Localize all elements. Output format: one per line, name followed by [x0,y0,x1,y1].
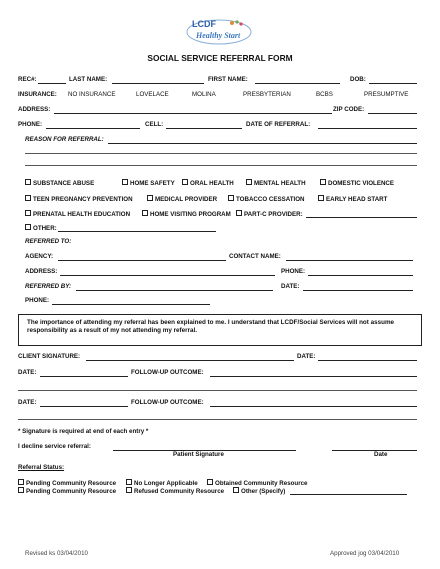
status-other[interactable] [233,487,285,496]
checkbox-mental-health[interactable] [246,179,306,188]
cell-field[interactable] [166,128,242,129]
status-other-field[interactable] [290,494,407,495]
form-title: SOCIAL SERVICE REFERRAL FORM [147,53,293,63]
checkbox-label: TEEN PREGNANCY PREVENTION [33,196,133,203]
notice-text: The importance of attending my referral has been explained to me. I understand that LCDF/Social Services will not assume responsibility as a result of my not attending my referral. [27,319,395,334]
checkbox-icon[interactable] [182,179,188,185]
checkbox-other[interactable] [25,224,57,233]
phone-label: PHONE: [18,121,43,128]
address2-label: ADDRESS: [25,268,58,275]
lcdf-healthy-start-logo [186,14,252,46]
cell-label: CELL: [145,121,164,128]
contact-name-field[interactable] [286,260,413,261]
decline-label: I decline service referral: [18,443,91,450]
checkbox-icon[interactable] [228,195,234,201]
status-pending-2[interactable] [18,487,116,496]
checkbox-label: DOMESTIC VIOLENCE [328,180,395,187]
client-signature-field[interactable] [86,360,294,361]
followup2-date-label: DATE: [18,399,37,406]
notice-box [18,314,422,346]
phone2-field[interactable] [308,275,413,276]
checkbox-part-c-provider[interactable] [236,210,303,219]
agency-label: AGENCY: [25,253,54,260]
checkbox-label: TOBACCO CESSATION [236,196,305,203]
part-c-provider-field[interactable] [306,217,417,218]
checkbox-prenatal-education[interactable] [25,210,130,219]
dob-field[interactable] [369,83,417,84]
checkbox-icon[interactable] [18,479,24,485]
date-caption: Date [374,451,388,458]
followup2-outcome-field[interactable] [210,406,417,407]
rec-label: REC#: [18,76,37,83]
insurance-option[interactable]: NO INSURANCE [68,91,116,98]
insurance-option[interactable]: MOLINA [192,91,216,98]
contact-name-label: CONTACT NAME: [229,253,281,260]
checkbox-icon[interactable] [318,195,324,201]
status-label: Other (Specify) [241,488,286,495]
date-label: DATE: [281,283,300,290]
signature-required-note: * Signature is required at end of each entry * [18,428,149,435]
reason-line[interactable] [25,165,417,166]
checkbox-icon[interactable] [246,179,252,185]
checkbox-label: PRENATAL HEALTH EDUCATION [33,211,131,218]
phone3-label: PHONE: [25,297,50,304]
checkbox-icon[interactable] [147,195,153,201]
agency-field[interactable] [58,260,226,261]
status-label: No Longer Applicable [134,480,198,487]
followup2-line[interactable] [18,419,417,420]
last-name-label: LAST NAME: [69,76,108,83]
checkbox-early-head-start[interactable] [318,195,387,204]
checkbox-label: HOME SAFETY [130,180,175,187]
checkbox-tobacco-cessation[interactable] [228,195,305,204]
client-date-label: DATE: [297,353,316,360]
logo-text-bottom: Healthy Start [196,31,241,40]
followup1-date-label: DATE: [18,369,37,376]
insurance-option[interactable]: PRESBYTERIAN [243,91,291,98]
client-date-field[interactable] [318,360,417,361]
checkbox-label: MEDICAL PROVIDER [155,196,218,203]
followup1-outcome-label: FOLLOW-UP OUTCOME: [131,369,204,376]
checkbox-icon[interactable] [122,179,128,185]
checkbox-label: HOME VISITING PROGRAM [150,211,231,218]
status-label: Pending Community Resource [26,480,117,487]
first-name-label: FIRST NAME: [208,76,248,83]
checkbox-icon[interactable] [126,479,132,485]
followup2-date-field[interactable] [40,406,128,407]
footer-revised: Revised ks 03/04/2010 [25,550,88,557]
status-label: Obtained Community Resource [215,480,308,487]
checkbox-label: PART-C PROVIDER: [244,211,303,218]
other-field[interactable] [58,231,216,232]
status-label: Refused Community Resource [134,488,225,495]
reason-field[interactable] [108,143,417,144]
phone2-label: PHONE: [281,268,306,275]
reason-line[interactable] [25,153,417,154]
date-of-referral-field[interactable] [318,128,417,129]
checkbox-icon[interactable] [25,224,31,230]
checkbox-icon[interactable] [207,479,213,485]
date-of-referral-label: DATE OF REFERRAL: [246,121,311,128]
checkbox-oral-health[interactable] [182,179,234,188]
insurance-option[interactable]: BCBS [316,91,333,98]
followup1-date-field[interactable] [40,376,128,377]
status-refused[interactable] [126,487,224,496]
checkbox-icon[interactable] [18,487,24,493]
checkbox-label: SUBSTANCE ABUSE [33,180,95,187]
reason-for-referral-label: REASON FOR REFERRAL: [25,136,104,143]
followup1-line[interactable] [18,390,417,391]
status-label: Pending Community Resource [26,488,117,495]
checkbox-icon[interactable] [25,195,31,201]
checkbox-substance-abuse[interactable] [25,179,94,188]
phone3-field[interactable] [52,304,210,305]
zip-code-label: ZIP CODE: [333,106,365,113]
checkbox-icon[interactable] [25,179,31,185]
referred-by-label: REFERRED BY: [25,283,72,290]
checkbox-icon[interactable] [233,487,239,493]
footer-approved: Approved jog 03/04/2010 [330,550,400,557]
checkbox-label: ORAL HEALTH [190,180,234,187]
followup1-outcome-field[interactable] [210,376,417,377]
dob-label: DOB: [350,76,366,83]
checkbox-label: MENTAL HEALTH [254,180,306,187]
checkbox-medical-provider[interactable] [147,195,217,204]
checkbox-home-visiting[interactable] [142,210,231,219]
phone-field[interactable] [46,128,140,129]
referred-to-label: REFERRED TO: [25,238,72,245]
address2-field[interactable] [60,275,275,276]
checkbox-icon[interactable] [25,210,31,216]
checkbox-icon[interactable] [236,210,242,216]
zip-code-field[interactable] [368,113,417,114]
checkbox-label: OTHER: [33,225,57,232]
last-name-field[interactable] [112,83,204,84]
referred-by-field[interactable] [76,290,273,291]
insurance-option[interactable]: LOVELACE [136,91,169,98]
address-label: ADDRESS: [18,106,51,113]
checkbox-teen-pregnancy[interactable] [25,195,133,204]
checkbox-home-safety[interactable] [122,179,175,188]
referral-status-label: Referral Status: [18,464,65,471]
checkbox-domestic-violence[interactable] [320,179,394,188]
date-field[interactable] [303,290,413,291]
checkbox-icon[interactable] [126,487,132,493]
checkbox-icon[interactable] [142,210,148,216]
insurance-label: INSURANCE: [18,91,57,98]
client-signature-label: CLIENT SIGNATURE: [18,353,81,360]
logo-text-top: LCDF [192,19,216,29]
first-name-field[interactable] [255,83,340,84]
patient-signature-caption: Patient Signature [173,451,224,458]
insurance-option[interactable]: PRESUMPTIVE [364,91,409,98]
followup2-outcome-label: FOLLOW-UP OUTCOME: [131,399,204,406]
rec-field[interactable] [38,83,66,84]
checkbox-icon[interactable] [320,179,326,185]
address-field[interactable] [54,113,332,114]
checkbox-label: EARLY HEAD START [326,196,388,203]
